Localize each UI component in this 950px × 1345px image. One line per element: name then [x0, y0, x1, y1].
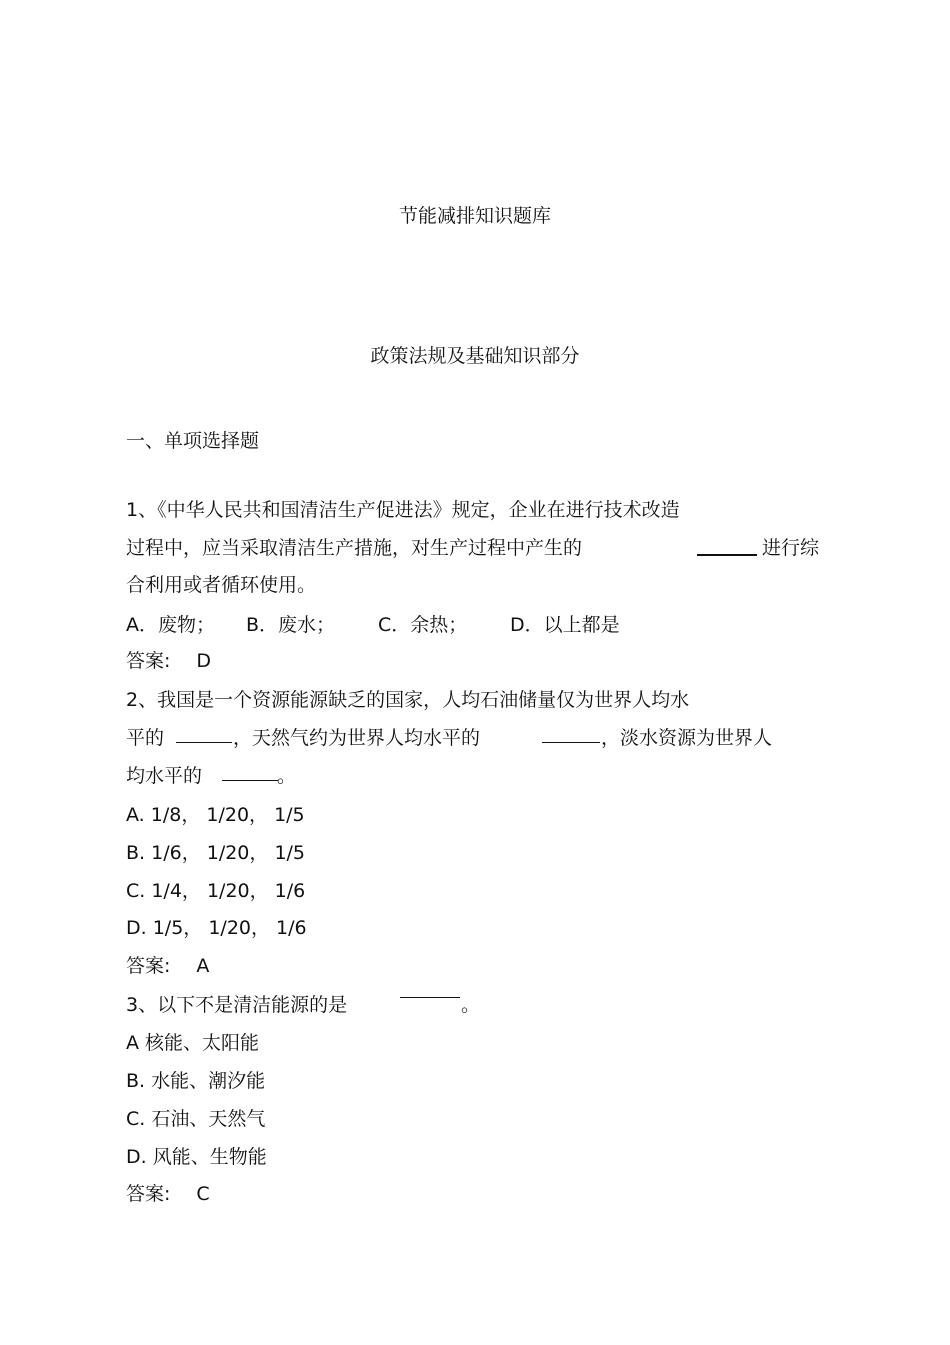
- part-heading: 一、单项选择题: [126, 430, 260, 452]
- option-b: B. 1/6， 1/20， 1/5: [126, 842, 306, 864]
- stem-text: ，天然气约为世界人均水平的: [233, 727, 481, 749]
- section-heading: 政策法规及基础知识部分: [370, 345, 580, 367]
- answer-label: 答案:: [126, 1183, 171, 1205]
- stem-text: 平的: [126, 727, 165, 749]
- answer-value: C: [196, 1183, 210, 1205]
- answer-value: A: [196, 955, 210, 977]
- option-c: C. 石油、天然气: [126, 1108, 266, 1130]
- stem-text: 进行综: [762, 537, 820, 559]
- option-c: C. 1/4， 1/20， 1/6: [126, 880, 306, 902]
- option-b: B. 水能、潮汐能: [126, 1070, 266, 1092]
- answer-label: 答案:: [126, 955, 171, 977]
- option-d: D. 1/5， 1/20， 1/6: [126, 917, 307, 939]
- stem-text: 。: [461, 994, 481, 1016]
- answer-line: [126, 1182, 210, 1206]
- answer-line: [126, 954, 209, 978]
- answer-value: D: [196, 650, 212, 672]
- stem-text: 均水平的: [126, 765, 203, 787]
- option-a: A. 1/8， 1/20， 1/5: [126, 804, 305, 826]
- answer-blank: [222, 766, 278, 781]
- option-d: D. 风能、生物能: [126, 1146, 267, 1168]
- answer-label: 答案:: [126, 650, 171, 672]
- option-a: A．废物；: [126, 614, 215, 636]
- stem-text: 过程中，应当采取清洁生产措施，对生产过程中产生的: [126, 537, 583, 559]
- option-a: A 核能、太阳能: [126, 1032, 260, 1054]
- answer-blank: [542, 728, 600, 743]
- option-b: B．废水；: [246, 614, 336, 636]
- answer-blank: [400, 983, 460, 998]
- answer-blank: [176, 728, 232, 743]
- question-1-stem-line-3: 合利用或者循环使用。: [126, 574, 317, 596]
- question-1-stem-line-1: 1、《中华人民共和国清洁生产促进法》规定，企业在进行技术改造: [126, 499, 680, 521]
- question-3-stem: 3、以下不是清洁能源的是: [126, 994, 348, 1016]
- answer-blank: [697, 540, 757, 556]
- option-c: C．余热；: [378, 614, 468, 636]
- stem-text: 。: [277, 765, 297, 787]
- stem-text: ，淡水资源为世界人: [601, 727, 773, 749]
- question-2-stem-line-1: 2、我国是一个资源能源缺乏的国家，人均石油储量仅为世界人均水: [126, 689, 690, 711]
- answer-line: [126, 649, 211, 673]
- document-title: 节能减排知识题库: [398, 205, 551, 227]
- question-1-stem-line-2: [126, 536, 582, 560]
- option-d: D．以上都是: [510, 614, 620, 636]
